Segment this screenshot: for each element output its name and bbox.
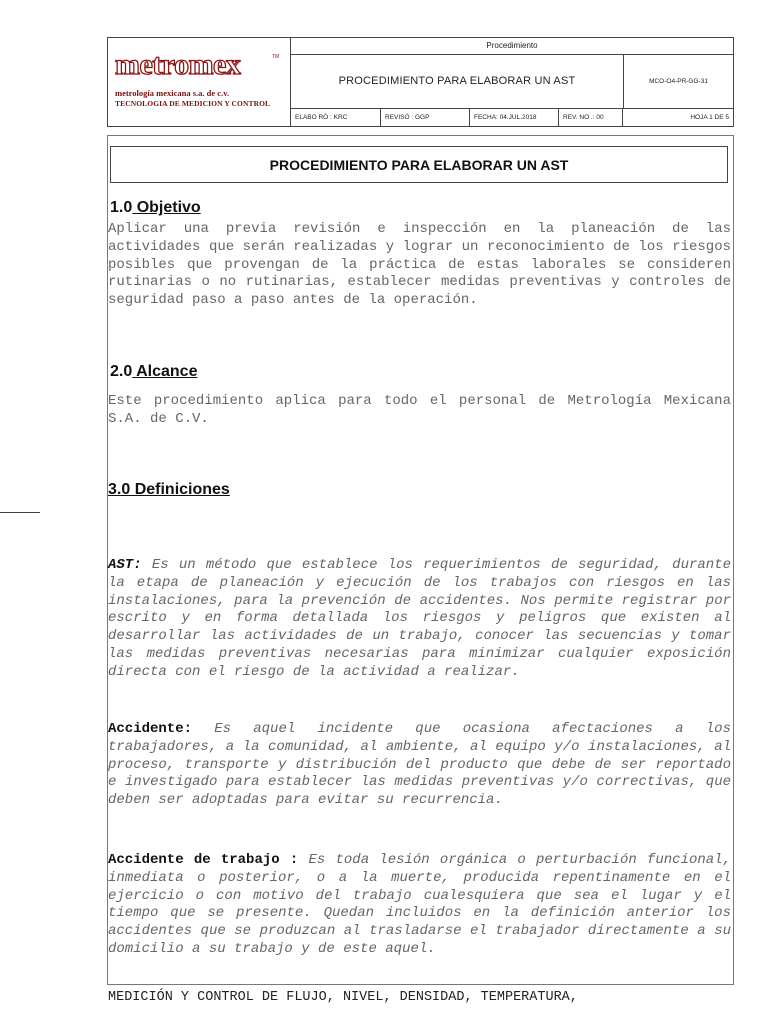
- definition-term: AST:: [108, 557, 142, 573]
- metromex-logo-icon: [115, 50, 283, 80]
- elaboro-field: ELABO RÓ : KRC: [291, 109, 381, 126]
- header-title: PROCEDIMIENTO PARA ELABORAR UN AST: [291, 55, 624, 108]
- footer-text: MEDICIÓN Y CONTROL DE FLUJO, NIVEL, DENSIDAD, TEMPERATURA,: [108, 990, 578, 1005]
- definition-accidente-trabajo: [108, 852, 731, 959]
- section-objetivo-heading: [110, 199, 201, 217]
- definition-text: Es toda lesión orgánica o perturbación funcional, inmediata o posterior, o a la muerte, producida repentinamente en el ejercicio o con motivo del trabajo cualesquiera que sea el lugar y el tiempo que se presente. Quedan incluidos en la definición anterior los accidentes que se produzcan al trasladarse el trabajador directamente a su domicilio a su trabajo y de este aquel.: [108, 852, 731, 957]
- fecha-field: FECHA: 04.JUL.2018: [470, 109, 559, 126]
- logo-wordmark: metromex: [115, 50, 241, 80]
- section-title: Alcance: [132, 363, 198, 380]
- section-number: 1.0: [110, 199, 133, 216]
- revision-field: REV. NO .: 00: [559, 109, 623, 126]
- section-definiciones-heading: [108, 481, 230, 499]
- header-meta-row: [291, 109, 733, 126]
- logo-company-name: metrología mexicana s.a. de c.v.: [115, 88, 230, 98]
- definition-term: Accidente de trabajo :: [108, 852, 299, 868]
- reviso-field: REVISÓ : GGP: [381, 109, 470, 126]
- document-header: [107, 37, 734, 127]
- definition-accidente: [108, 721, 731, 810]
- section-alcance-text: Este procedimiento aplica para todo el personal de Metrología Mexicana S.A. de C.V.: [108, 393, 731, 427]
- section-objetivo-text: Aplicar una previa revisión e inspección en la planeación de las actividades que serán realizadas y lograr un reconocimiento de los riesgos posibles que provengan de la práctica de estas laborales se consideren rutinarias o no rutinarias, establecer medidas preventivas y controles de seguridad paso a paso antes de la operación.: [108, 221, 731, 309]
- document-code: MCO-O4-PR-GG-31: [649, 78, 708, 85]
- section-title: 3.0 Definiciones: [108, 481, 230, 498]
- page-title: PROCEDIMIENTO PARA ELABORAR UN AST: [110, 146, 728, 183]
- margin-divider: [0, 512, 40, 513]
- definition-text: Es un método que establece los requerimientos de seguridad, durante la etapa de planeación y ejecución de los trabajos con riesgos en las instalaciones, para la prevención de accidentes. Nos permite registrar por escrito y en forma detallada los riesgos y peligros que existen al desarrollar las actividades de un trabajo, conocer las secuencias y tomar las medidas preventivas necesarias para minimizar cualquier exposición directa con el riesgo de la actividad a realizar.: [108, 557, 731, 680]
- company-logo: [108, 38, 291, 126]
- section-title: Objetivo: [132, 199, 201, 216]
- logo-tagline: TECNOLOGIA DE MEDICION Y CONTROL: [115, 99, 271, 108]
- definition-ast: [108, 557, 731, 682]
- logo-trademark: TM: [272, 54, 280, 60]
- definition-text: Es aquel incidente que ocasiona afectaciones a los trabajadores, a la comunidad, al ambiente, al equipo y/o instalaciones, al proceso, transporte y distribución del producto que debe de ser reportado e investigado para establecer las medidas preventivas y/o correctivas, que deben ser adoptadas para evitar su recurrencia.: [108, 721, 731, 809]
- section-alcance-heading: [110, 363, 197, 381]
- document-type: Procedimiento: [291, 38, 733, 55]
- section-number: 2.0: [110, 363, 133, 380]
- definition-term: Accidente:: [108, 721, 193, 737]
- hoja-field: HOJA 1 DE 5: [690, 114, 729, 121]
